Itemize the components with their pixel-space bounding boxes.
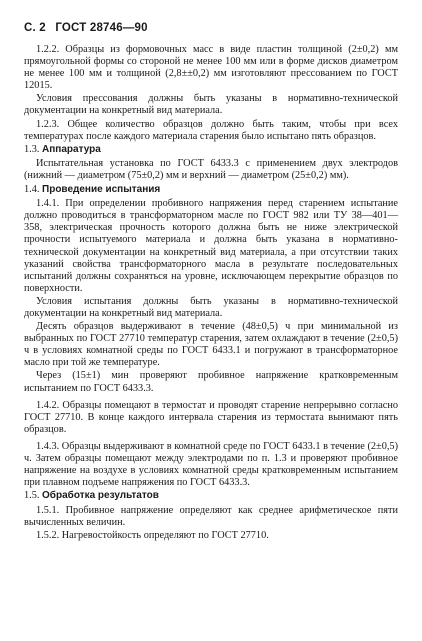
paragraph: 1.5.1. Пробивное напряжение определяют как среднее арифметическое пяти вычисленных величин. [24, 504, 398, 528]
paragraph: 1.5.2. Нагревостойкость определяют по ГОСТ 27710. [36, 530, 269, 542]
paragraph: Испытательная установка по ГОСТ 6433.3 с применением двух электродов (нижний — диаметром (75±0,2) мм и верхний — диаметром (25±0,2) мм). [24, 158, 398, 182]
section-number: 1.4. [24, 183, 40, 195]
section-heading [24, 184, 398, 197]
section-heading [24, 144, 398, 157]
paragraph: Через (15±1) мин проверяют пробивное напряжение кратковременным испытанием по ГОСТ 6433.3. [24, 370, 398, 394]
section-number: 1.3. [24, 143, 40, 155]
page-number: С. 2 [24, 22, 46, 34]
paragraph: 1.4.2. Образцы помещают в термостат и проводят старение непрерывно согласно ГОСТ 27710. В конце каждого интервала старения из термостата вынимают пять образцов. [24, 399, 398, 435]
page-header [24, 22, 148, 34]
paragraph: 1.2.2. Образцы из формовочных масс в виде пластин толщиной (2±0,2) мм прямоугольной формы со стороной не менее 100 мм или в форме дисков диаметром не менее 100 мм и толщиной (2,8±±0,2) мм изготовляют прессованием по ГОСТ 12015. [24, 44, 398, 92]
paragraph: Десять образцов выдерживают в течение (48±0,5) ч при минимальной из выбранных по ГОСТ 27710 температур старения, затем охлаждают в течение (2±0,5) ч в условиях комнатной среды по ГОСТ 6433.1 и погружают в трансформаторное масло при той же температуре. [24, 321, 398, 369]
section-title: Проведение испытания [42, 183, 161, 195]
paragraph: Условия испытания должны быть указаны в нормативно-технической документации на конкретный вид материала. [24, 295, 398, 319]
section-title: Аппаратура [42, 143, 101, 155]
paragraph: 1.2.3. Общее количество образцов должно быть таким, чтобы при всех температурах после каждого материала старения было испытано пять образцов. [24, 118, 398, 142]
section-title: Обработка результатов [42, 490, 159, 502]
paragraph: 1.4.1. При определении пробивного напряжения перед старением испытание должно проводиться в трансформаторном масле по ГОСТ 982 или ТУ 38—401—358, электрическая прочность которого должна быть не ниже электрической прочности испытуемого материала и должна быть указана в нормативно-технической документации на конкретный вид материала, а при отсутствии таких указаний свойства трансформаторного масла в результате последовательных испытаний должны сохраняться на уровне, исключающем перекрытие образцов по поверхности. [24, 198, 398, 294]
section-number: 1.5. [24, 490, 40, 502]
paragraph: 1.4.3. Образцы выдерживают в комнатной среде по ГОСТ 6433.1 в течение (2±0,5) ч. Затем образцы помещают между электродами по п. 1.3 и проверяют пробивное напряжение на воздухе в условиях комнатной среды кратковременным испытанием при плавном подъеме напряжения по ГОСТ 6433.3. [24, 440, 398, 489]
paragraph: Условия прессования должны быть указаны в нормативно-технической документации на конкретный вид материала. [24, 93, 398, 117]
section-heading [24, 490, 398, 503]
document-body [24, 44, 398, 543]
gost-number: ГОСТ 28746—90 [55, 22, 148, 34]
